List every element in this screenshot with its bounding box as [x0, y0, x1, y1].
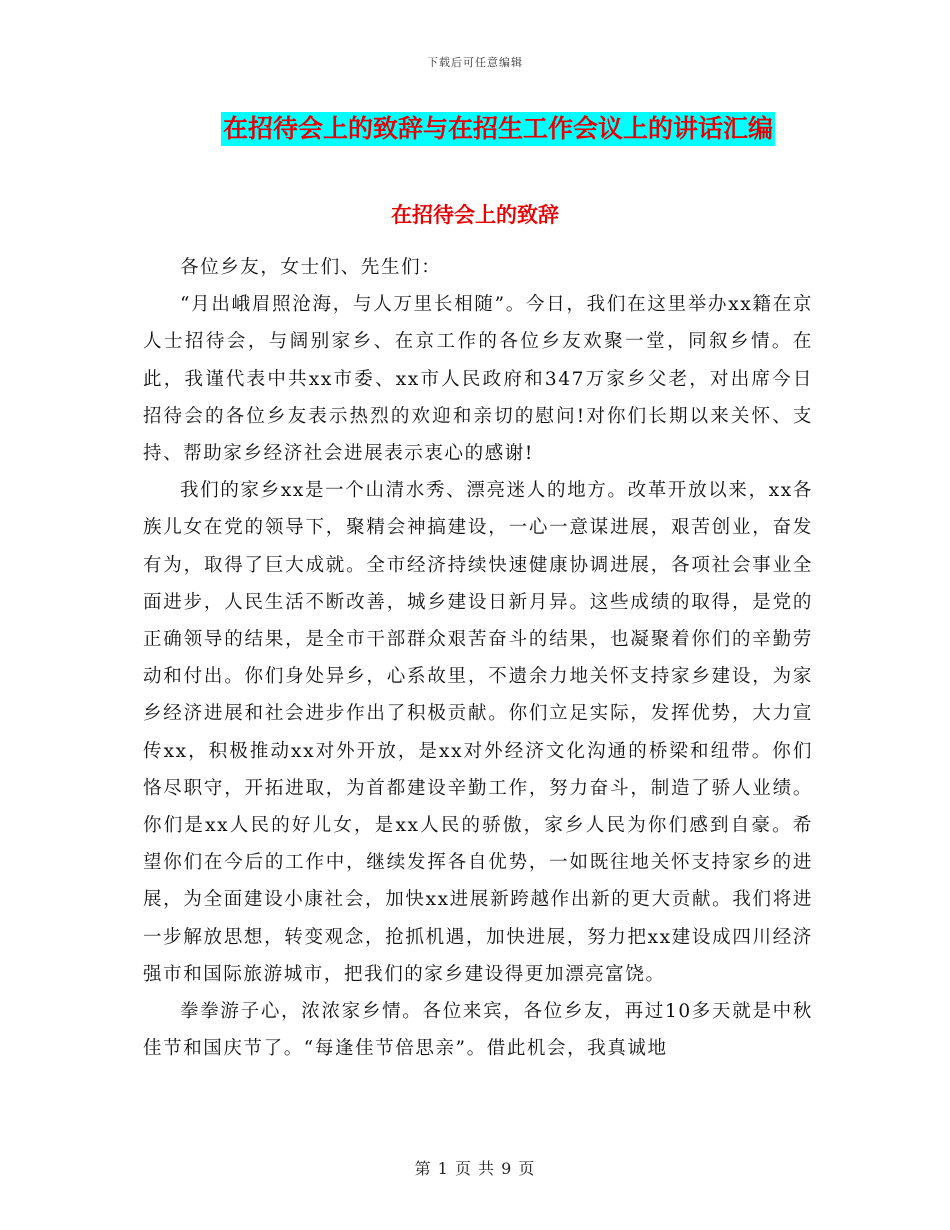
section-title: 在招待会上的致辞: [391, 202, 559, 227]
document-title: 在招待会上的致辞与在招生工作会议上的讲话汇编: [221, 112, 775, 146]
page-number-footer: 第 1 页 共 9 页: [414, 1159, 536, 1178]
paragraph: “月出峨眉照沧海，与人万里长相随”。今日，我们在这里举办xx籍在京人士招待会，与阔别家乡、在京工作的各位乡友欢聚一堂，同叙乡情。在此，我谨代表中共xx市委、xx市人民政府和347万家乡父老，对出席今日招待会的各位乡友表示热烈的欢迎和亲切的慰问!对你们长期以来关怀、支持、帮助家乡经济社会进展表示衷心的感谢!: [143, 294, 813, 465]
header-note: 下载后可任意编辑: [427, 56, 523, 69]
paragraph: 我们的家乡xx是一个山清水秀、漂亮迷人的地方。改革开放以来，xx各族儿女在党的领导下，聚精会神搞建设，一心一意谋进展，艰苦创业，奋发有为，取得了巨大成就。全市经济持续快速健康协调进展，各项社会事业全面进步，人民生活不断改善，城乡建设日新月异。这些成绩的取得，是党的正确领导的结果，是全市干部群众艰苦奋斗的结果，也凝聚着你们的辛勤劳动和付出。你们身处异乡，心系故里，不遗余力地关怀支持家乡建设，为家乡经济进展和社会进步作出了积极贡献。你们立足实际，发挥优势，大力宣传xx，积极推动xx对外开放，是xx对外经济文化沟通的桥梁和纽带。你们恪尽职守，开拓进取，为首都建设辛勤工作，努力奋斗，制造了骄人业绩。你们是xx人民的好儿女，是xx人民的骄傲，家乡人民为你们感到自豪。希望你们在今后的工作中，继续发挥各自优势，一如既往地关怀支持家乡的进展，为全面建设小康社会，加快xx进展新跨越作出新的更大贡献。我们将进一步解放思想，转变观念，抢抓机遇，加快进展，努力把xx建设成四川经济强市和国际旅游城市，把我们的家乡建设得更加漂亮富饶。: [143, 480, 813, 985]
document-title-container: [0, 112, 950, 146]
paragraph: 拳拳游子心，浓浓家乡情。各位来宾，各位乡友，再过10多天就是中秋佳节和国庆节了。“每逢佳节倍思亲”。借此机会，我真诚地: [143, 1001, 813, 1060]
paragraph-salutation: 各位乡友，女士们、先生们：: [180, 257, 442, 278]
document-body: [143, 249, 813, 1067]
